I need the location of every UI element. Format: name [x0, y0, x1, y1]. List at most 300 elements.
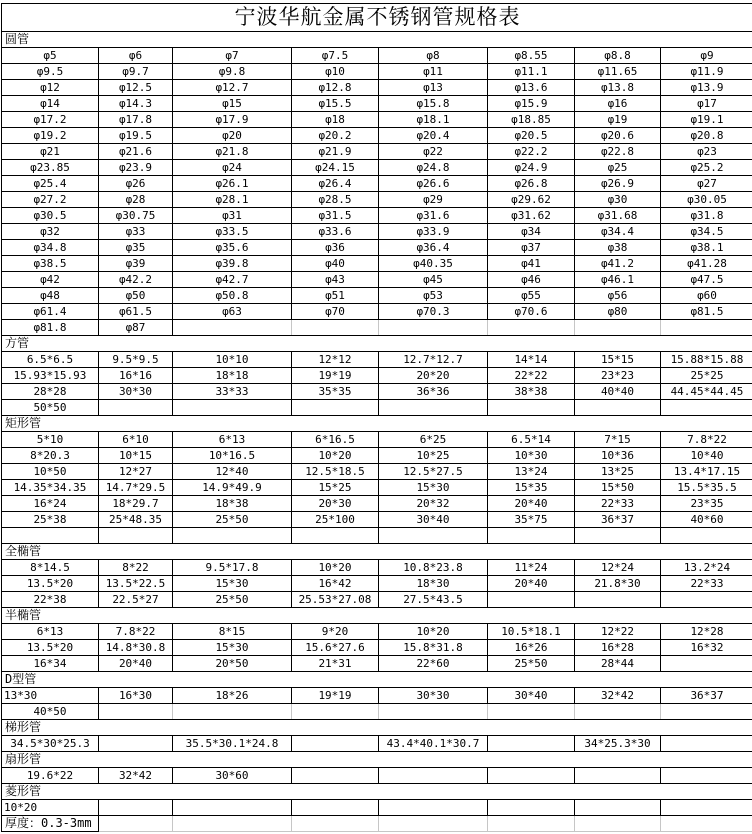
empty-cell — [575, 816, 661, 832]
spec-cell: φ22.2 — [488, 144, 575, 160]
spec-cell: φ20.5 — [488, 128, 575, 144]
empty-cell — [661, 816, 752, 832]
spec-cell: 50*50 — [2, 400, 99, 416]
empty-cell — [661, 704, 752, 720]
spec-cell: 18*38 — [173, 496, 292, 512]
spec-cell: 32*42 — [575, 688, 661, 704]
section-label-diamond-pipe: 菱形管 — [2, 784, 752, 800]
spec-cell: 25*100 — [292, 512, 379, 528]
spec-cell: 10*20 — [379, 624, 488, 640]
empty-cell — [661, 736, 752, 752]
spec-cell: φ31.5 — [292, 208, 379, 224]
spec-cell: 20*40 — [488, 576, 575, 592]
empty-cell — [292, 400, 379, 416]
spec-cell: φ20.6 — [575, 128, 661, 144]
spec-cell: 13*24 — [488, 464, 575, 480]
spec-cell: 35*35 — [292, 384, 379, 400]
empty-cell — [661, 768, 752, 784]
spec-cell: φ42 — [2, 272, 99, 288]
empty-cell — [661, 592, 752, 608]
section-label-rect-pipe: 矩形管 — [2, 416, 752, 432]
table-row — [2, 640, 752, 656]
table-row — [2, 512, 752, 528]
spec-cell: 12*12 — [292, 352, 379, 368]
spec-cell: φ46.1 — [575, 272, 661, 288]
spec-cell: φ17 — [661, 96, 752, 112]
spec-cell: φ40 — [292, 256, 379, 272]
empty-cell — [661, 528, 752, 544]
spec-cell: φ63 — [173, 304, 292, 320]
spec-cell: φ20 — [173, 128, 292, 144]
spec-cell: φ18 — [292, 112, 379, 128]
spec-cell: φ55 — [488, 288, 575, 304]
spec-cell: φ28.5 — [292, 192, 379, 208]
spec-cell: 34.5*30*25.3 — [2, 736, 99, 752]
section-row-square-pipe — [2, 336, 752, 352]
spec-cell: 34*25.3*30 — [575, 736, 661, 752]
empty-cell — [488, 320, 575, 336]
spec-cell: φ26.9 — [575, 176, 661, 192]
spec-cell: φ15 — [173, 96, 292, 112]
spec-cell: φ23.85 — [2, 160, 99, 176]
table-row — [2, 80, 752, 96]
empty-cell — [575, 768, 661, 784]
spec-cell: 6*13 — [2, 624, 99, 640]
table-row — [2, 144, 752, 160]
spec-cell: 16*24 — [2, 496, 99, 512]
spec-cell: 12*24 — [575, 560, 661, 576]
table-row — [2, 624, 752, 640]
spec-cell: 30*40 — [379, 512, 488, 528]
spec-cell: φ41 — [488, 256, 575, 272]
spec-cell: φ7.5 — [292, 48, 379, 64]
spec-cell: 10*15 — [99, 448, 173, 464]
section-row-rect-pipe — [2, 416, 752, 432]
table-row — [2, 192, 752, 208]
spec-cell: 28*28 — [2, 384, 99, 400]
spec-cell: φ31.62 — [488, 208, 575, 224]
empty-cell — [379, 816, 488, 832]
spec-cell: φ70.3 — [379, 304, 488, 320]
table-row — [2, 768, 752, 784]
spec-cell: 30*30 — [379, 688, 488, 704]
spec-cell: φ27.2 — [2, 192, 99, 208]
spec-cell: 43.4*40.1*30.7 — [379, 736, 488, 752]
spec-cell: φ21.8 — [173, 144, 292, 160]
spec-cell: φ39.8 — [173, 256, 292, 272]
spec-cell: φ17.2 — [2, 112, 99, 128]
spec-cell: 44.45*44.45 — [661, 384, 752, 400]
spec-cell: 25*50 — [173, 592, 292, 608]
empty-cell — [488, 400, 575, 416]
spec-table — [1, 3, 752, 832]
spec-cell: 35*75 — [488, 512, 575, 528]
spec-cell: 12*27 — [99, 464, 173, 480]
empty-cell — [379, 768, 488, 784]
empty-cell — [292, 320, 379, 336]
spec-cell: φ6 — [99, 48, 173, 64]
spec-cell: 15.8*31.8 — [379, 640, 488, 656]
spec-cell: 13*30 — [2, 688, 99, 704]
empty-cell — [488, 800, 575, 816]
section-row-diamond-pipe — [2, 784, 752, 800]
empty-cell — [292, 800, 379, 816]
empty-cell — [379, 320, 488, 336]
spec-cell: φ23 — [661, 144, 752, 160]
empty-cell — [173, 320, 292, 336]
spec-cell: 16*30 — [99, 688, 173, 704]
spec-cell: 25*50 — [488, 656, 575, 672]
spec-cell: φ36 — [292, 240, 379, 256]
spec-cell: 8*20.3 — [2, 448, 99, 464]
spec-cell: φ30 — [575, 192, 661, 208]
spec-cell: 21.8*30 — [575, 576, 661, 592]
spec-cell: φ35.6 — [173, 240, 292, 256]
empty-cell — [99, 704, 173, 720]
spec-cell: φ31.68 — [575, 208, 661, 224]
spec-cell: 40*40 — [575, 384, 661, 400]
spec-cell: φ34.5 — [661, 224, 752, 240]
spec-cell: φ14.3 — [99, 96, 173, 112]
section-label-trapezoid-pipe: 梯形管 — [2, 720, 752, 736]
section-row-half-oval-pipe — [2, 608, 752, 624]
spec-cell: φ26.1 — [173, 176, 292, 192]
spec-cell: φ29.62 — [488, 192, 575, 208]
spec-cell: φ13.8 — [575, 80, 661, 96]
spec-cell: φ30.5 — [2, 208, 99, 224]
spec-cell: 16*42 — [292, 576, 379, 592]
spec-cell: 23*23 — [575, 368, 661, 384]
spec-cell: φ26.4 — [292, 176, 379, 192]
spec-cell: 16*26 — [488, 640, 575, 656]
spec-cell: 40*60 — [661, 512, 752, 528]
spec-cell: 22*33 — [661, 576, 752, 592]
spec-cell: φ34.4 — [575, 224, 661, 240]
spec-cell: φ61.4 — [2, 304, 99, 320]
spec-cell: 25.53*27.08 — [292, 592, 379, 608]
spec-cell: 10*25 — [379, 448, 488, 464]
empty-cell — [488, 816, 575, 832]
spec-cell: φ46 — [488, 272, 575, 288]
empty-cell — [488, 736, 575, 752]
empty-cell — [173, 800, 292, 816]
spec-cell: 35.5*30.1*24.8 — [173, 736, 292, 752]
section-label-d-pipe: D型管 — [2, 672, 752, 688]
spec-cell: 16*28 — [575, 640, 661, 656]
spec-cell: 13.5*20 — [2, 576, 99, 592]
spec-cell: 25*25 — [661, 368, 752, 384]
table-row — [2, 96, 752, 112]
spec-cell: φ31 — [173, 208, 292, 224]
spec-cell: φ50.8 — [173, 288, 292, 304]
spec-cell: 28*44 — [575, 656, 661, 672]
empty-cell — [575, 704, 661, 720]
spec-cell: φ87 — [99, 320, 173, 336]
spec-cell: φ16 — [575, 96, 661, 112]
thickness-row — [2, 816, 752, 832]
spec-cell: 15*35 — [488, 480, 575, 496]
spec-cell: 14.7*29.5 — [99, 480, 173, 496]
empty-cell — [379, 400, 488, 416]
empty-cell — [379, 704, 488, 720]
spec-cell: φ33.9 — [379, 224, 488, 240]
empty-cell — [488, 528, 575, 544]
spec-cell: φ45 — [379, 272, 488, 288]
spec-cell: 19*19 — [292, 688, 379, 704]
spec-cell: 21*31 — [292, 656, 379, 672]
spec-cell: 32*42 — [99, 768, 173, 784]
spec-cell: 6*25 — [379, 432, 488, 448]
empty-cell — [575, 320, 661, 336]
spec-cell: 10.5*18.1 — [488, 624, 575, 640]
empty-cell — [379, 528, 488, 544]
spec-cell: φ40.35 — [379, 256, 488, 272]
spec-cell: φ21.9 — [292, 144, 379, 160]
empty-cell — [173, 816, 292, 832]
table-row — [2, 160, 752, 176]
spec-cell: 14.35*34.35 — [2, 480, 99, 496]
spec-cell: 7.8*22 — [99, 624, 173, 640]
spec-cell: φ17.9 — [173, 112, 292, 128]
section-row-trapezoid-pipe — [2, 720, 752, 736]
spec-cell: φ28.1 — [173, 192, 292, 208]
spec-cell: 5*10 — [2, 432, 99, 448]
spec-cell: 36*37 — [661, 688, 752, 704]
spec-cell: φ23.9 — [99, 160, 173, 176]
spec-cell: φ19 — [575, 112, 661, 128]
spec-cell: 14.9*49.9 — [173, 480, 292, 496]
spec-cell: φ12.5 — [99, 80, 173, 96]
spec-cell: 23*35 — [661, 496, 752, 512]
spec-cell: φ20.8 — [661, 128, 752, 144]
spec-cell: φ25.4 — [2, 176, 99, 192]
empty-cell — [292, 704, 379, 720]
table-row — [2, 368, 752, 384]
spec-cell: φ27 — [661, 176, 752, 192]
spec-cell: 40*50 — [2, 704, 99, 720]
spec-cell: 19*19 — [292, 368, 379, 384]
spec-cell: 11*24 — [488, 560, 575, 576]
spec-cell: 30*40 — [488, 688, 575, 704]
spec-cell: φ38.5 — [2, 256, 99, 272]
empty-cell — [575, 528, 661, 544]
spec-cell: φ22 — [379, 144, 488, 160]
table-row — [2, 576, 752, 592]
spec-cell: 9*20 — [292, 624, 379, 640]
spec-cell: φ30.05 — [661, 192, 752, 208]
spec-cell: φ36.4 — [379, 240, 488, 256]
spec-cell: 10*20 — [292, 560, 379, 576]
section-label-square-pipe: 方管 — [2, 336, 752, 352]
spec-cell: φ13.9 — [661, 80, 752, 96]
table-row — [2, 656, 752, 672]
spec-cell: 6.5*14 — [488, 432, 575, 448]
spec-cell: φ70.6 — [488, 304, 575, 320]
spec-cell: 30*30 — [99, 384, 173, 400]
spec-cell: φ61.5 — [99, 304, 173, 320]
empty-cell — [99, 528, 173, 544]
empty-cell — [99, 800, 173, 816]
spec-cell: φ5 — [2, 48, 99, 64]
spec-cell: φ20.4 — [379, 128, 488, 144]
spec-cell: φ33.5 — [173, 224, 292, 240]
spec-cell: φ29 — [379, 192, 488, 208]
spec-cell: φ30.75 — [99, 208, 173, 224]
section-label-full-oval-pipe: 全椭管 — [2, 544, 752, 560]
spec-cell: φ35 — [99, 240, 173, 256]
spec-cell: φ8 — [379, 48, 488, 64]
spec-cell: 22.5*27 — [99, 592, 173, 608]
spec-cell: φ15.9 — [488, 96, 575, 112]
spec-cell: φ37 — [488, 240, 575, 256]
spec-cell: 20*32 — [379, 496, 488, 512]
spec-cell: 12*22 — [575, 624, 661, 640]
spec-cell: φ9.7 — [99, 64, 173, 80]
spec-cell: φ81.8 — [2, 320, 99, 336]
section-label-fan-pipe: 扇形管 — [2, 752, 752, 768]
table-row — [2, 528, 752, 544]
table-row — [2, 480, 752, 496]
spec-cell: 10*10 — [173, 352, 292, 368]
spec-cell: 16*16 — [99, 368, 173, 384]
spec-cell: 22*33 — [575, 496, 661, 512]
spec-cell: 13.5*22.5 — [99, 576, 173, 592]
spec-cell: φ34 — [488, 224, 575, 240]
spec-cell: φ15.8 — [379, 96, 488, 112]
spec-cell: 15*30 — [173, 576, 292, 592]
section-label-half-oval-pipe: 半椭管 — [2, 608, 752, 624]
section-row-fan-pipe — [2, 752, 752, 768]
empty-cell — [2, 528, 99, 544]
table-row — [2, 272, 752, 288]
spec-cell: φ24.9 — [488, 160, 575, 176]
page-title: 宁波华航金属不锈钢管规格表 — [2, 4, 752, 32]
spec-cell: φ18.1 — [379, 112, 488, 128]
spec-cell: φ19.5 — [99, 128, 173, 144]
spec-cell: 27.5*43.5 — [379, 592, 488, 608]
table-row — [2, 64, 752, 80]
empty-cell — [99, 400, 173, 416]
spec-cell: φ34.8 — [2, 240, 99, 256]
spec-cell: 22*22 — [488, 368, 575, 384]
spec-cell: φ31.6 — [379, 208, 488, 224]
table-row — [2, 704, 752, 720]
spec-cell: φ38 — [575, 240, 661, 256]
spec-cell: 16*32 — [661, 640, 752, 656]
spec-cell: φ81.5 — [661, 304, 752, 320]
spec-cell: φ11.1 — [488, 64, 575, 80]
spec-cell: 10*30 — [488, 448, 575, 464]
spec-cell: 16*34 — [2, 656, 99, 672]
spec-cell: φ8.55 — [488, 48, 575, 64]
spec-cell: 8*15 — [173, 624, 292, 640]
title-row — [2, 4, 752, 32]
table-row — [2, 448, 752, 464]
spec-cell: 18*26 — [173, 688, 292, 704]
empty-cell — [575, 800, 661, 816]
empty-cell — [661, 656, 752, 672]
empty-cell — [173, 400, 292, 416]
empty-cell — [173, 528, 292, 544]
spec-cell: φ13.6 — [488, 80, 575, 96]
spec-cell: 15.93*15.93 — [2, 368, 99, 384]
spec-cell: φ28 — [99, 192, 173, 208]
table-row — [2, 432, 752, 448]
spec-cell: φ7 — [173, 48, 292, 64]
spec-cell: 25*50 — [173, 512, 292, 528]
spec-cell: φ41.2 — [575, 256, 661, 272]
spec-cell: φ11.9 — [661, 64, 752, 80]
spec-cell: φ51 — [292, 288, 379, 304]
spec-cell: 20*40 — [99, 656, 173, 672]
table-row — [2, 128, 752, 144]
spec-cell: φ13 — [379, 80, 488, 96]
spec-cell: 13.2*24 — [661, 560, 752, 576]
spec-cell: φ26.6 — [379, 176, 488, 192]
spec-cell: 20*20 — [379, 368, 488, 384]
spec-cell: φ24 — [173, 160, 292, 176]
thickness-label: 厚度：0.3-3mm — [2, 816, 99, 832]
spec-cell: 18*29.7 — [99, 496, 173, 512]
table-row — [2, 560, 752, 576]
spec-cell: 33*33 — [173, 384, 292, 400]
spec-cell: φ26 — [99, 176, 173, 192]
spec-cell: 9.5*17.8 — [173, 560, 292, 576]
spec-cell: φ53 — [379, 288, 488, 304]
spec-cell: φ11.65 — [575, 64, 661, 80]
empty-cell — [292, 816, 379, 832]
spec-cell: φ17.8 — [99, 112, 173, 128]
table-row — [2, 48, 752, 64]
spec-cell: φ19.2 — [2, 128, 99, 144]
empty-cell — [173, 704, 292, 720]
spec-cell: φ12.8 — [292, 80, 379, 96]
section-row-full-oval-pipe — [2, 544, 752, 560]
spec-cell: φ12 — [2, 80, 99, 96]
spec-cell: φ9 — [661, 48, 752, 64]
spec-cell: 15*15 — [575, 352, 661, 368]
table-row — [2, 320, 752, 336]
spec-cell: 12.5*18.5 — [292, 464, 379, 480]
empty-cell — [99, 736, 173, 752]
spec-cell: 6*10 — [99, 432, 173, 448]
empty-cell — [661, 800, 752, 816]
empty-cell — [292, 768, 379, 784]
spec-cell: φ41.28 — [661, 256, 752, 272]
table-row — [2, 464, 752, 480]
spec-cell: φ38.1 — [661, 240, 752, 256]
spec-cell: 10*36 — [575, 448, 661, 464]
spec-cell: 22*60 — [379, 656, 488, 672]
spec-cell: φ21 — [2, 144, 99, 160]
spec-cell: φ24.15 — [292, 160, 379, 176]
spec-cell: 14.8*30.8 — [99, 640, 173, 656]
spec-cell: φ56 — [575, 288, 661, 304]
table-row — [2, 384, 752, 400]
spec-cell: φ10 — [292, 64, 379, 80]
spec-cell: 10*20 — [2, 800, 99, 816]
table-row — [2, 736, 752, 752]
spec-cell: φ22.8 — [575, 144, 661, 160]
spec-cell: 7.8*22 — [661, 432, 752, 448]
spec-cell: 18*18 — [173, 368, 292, 384]
table-row — [2, 592, 752, 608]
spec-cell: 20*40 — [488, 496, 575, 512]
table-row — [2, 256, 752, 272]
spec-cell: 13*25 — [575, 464, 661, 480]
spec-cell: φ42.7 — [173, 272, 292, 288]
spec-cell: 12*40 — [173, 464, 292, 480]
